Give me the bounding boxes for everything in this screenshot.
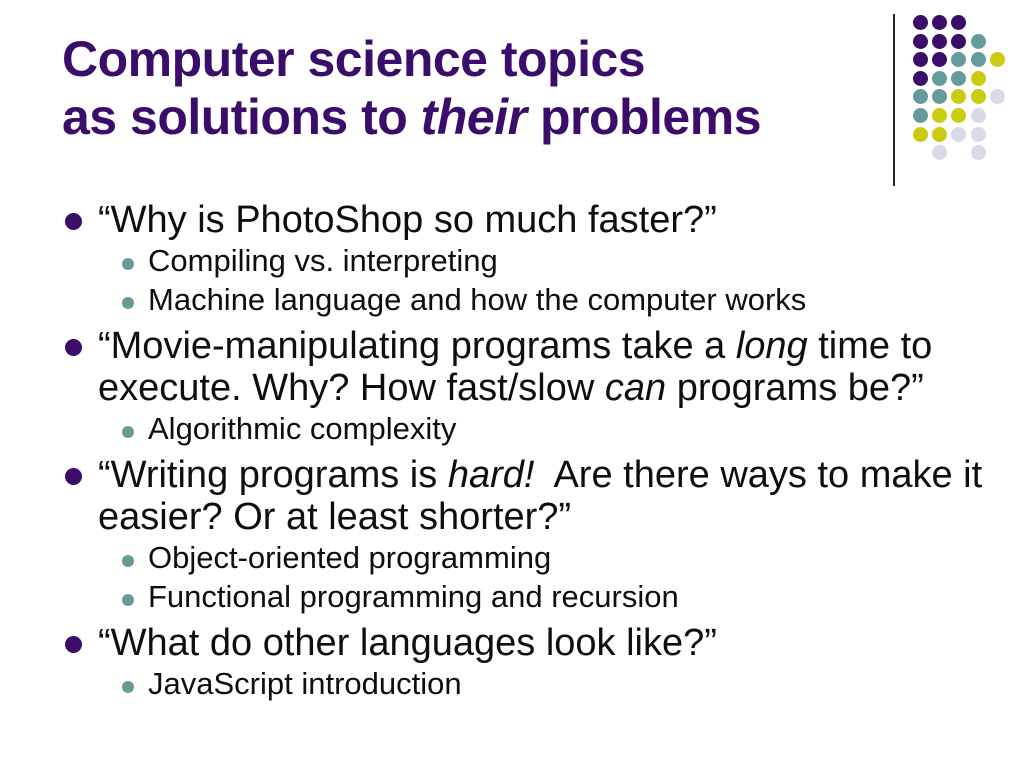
bullet-text: programs be?” bbox=[666, 367, 924, 409]
bullet-item bbox=[62, 578, 1012, 616]
decoration-dot bbox=[932, 52, 947, 67]
bullet-text: “What do other languages look like?” bbox=[98, 622, 717, 664]
bullet-text: Algorithmic complexity bbox=[148, 411, 457, 446]
bullet-line bbox=[148, 281, 1012, 319]
bullet-text-italic: hard! bbox=[447, 454, 535, 496]
bullet-item bbox=[62, 665, 1012, 703]
bullet-line bbox=[98, 622, 1012, 664]
decoration-dot bbox=[971, 127, 986, 142]
decoration-dot bbox=[932, 15, 947, 30]
bullet-line bbox=[148, 665, 1012, 703]
bullet-item bbox=[62, 454, 1012, 538]
decoration-dot bbox=[971, 108, 986, 123]
bullet-text: time to bbox=[807, 325, 933, 367]
bullet-line bbox=[148, 410, 1012, 448]
bullet-line bbox=[98, 454, 1012, 496]
bullet-line bbox=[98, 496, 1012, 538]
decoration-dot bbox=[951, 127, 966, 142]
bullet-icon bbox=[65, 636, 82, 653]
sub-bullet-icon bbox=[122, 555, 134, 567]
bullet-text: execute. Why? How fast/slow bbox=[98, 367, 605, 409]
decoration-dot bbox=[932, 145, 947, 160]
bullet-line bbox=[148, 539, 1012, 577]
decoration-dot bbox=[951, 71, 966, 86]
bullet-item bbox=[62, 622, 1012, 664]
decoration-dot bbox=[990, 52, 1005, 67]
bullet-line bbox=[98, 367, 1012, 409]
bullet-item bbox=[62, 325, 1012, 409]
decoration-dot bbox=[932, 89, 947, 104]
bullet-text: Are there ways to make it bbox=[534, 454, 983, 496]
title-line-1 bbox=[62, 30, 761, 88]
bullet-item bbox=[62, 410, 1012, 448]
bullet-text: Functional programming and recursion bbox=[148, 579, 679, 614]
bullet-text: “Writing programs is bbox=[98, 454, 448, 496]
decoration-dot bbox=[951, 89, 966, 104]
bullet-text-italic: long bbox=[735, 325, 808, 367]
sub-bullet-icon bbox=[122, 297, 134, 309]
bullet-item bbox=[62, 199, 1012, 241]
bullet-text: easier? Or at least shorter?” bbox=[98, 496, 572, 538]
bullet-item bbox=[62, 281, 1012, 319]
decoration-dot bbox=[971, 71, 986, 86]
title-text-italic: their bbox=[420, 89, 527, 145]
sub-bullet-icon bbox=[122, 258, 134, 270]
decoration-dot bbox=[913, 15, 928, 30]
bullet-icon bbox=[65, 339, 82, 356]
decoration-dot bbox=[971, 52, 986, 67]
bullet-list bbox=[62, 199, 1012, 703]
bullet-text: “Movie-manipulating programs take a bbox=[98, 325, 736, 367]
bullet-text: Machine language and how the computer works bbox=[148, 282, 807, 317]
title-text: Computer science topics bbox=[62, 31, 646, 87]
sub-bullet-icon bbox=[122, 681, 134, 693]
decoration-vertical-line bbox=[893, 14, 895, 186]
decoration-dot bbox=[913, 127, 928, 142]
decoration-dot bbox=[990, 89, 1005, 104]
decoration-dot bbox=[913, 52, 928, 67]
decoration-dot bbox=[932, 71, 947, 86]
bullet-line bbox=[148, 578, 1012, 616]
sub-bullet-icon bbox=[122, 594, 134, 606]
bullet-line bbox=[98, 199, 1012, 241]
bullet-text: Object-oriented programming bbox=[148, 540, 552, 575]
decoration-dot bbox=[913, 34, 928, 49]
bullet-text: Compiling vs. interpreting bbox=[148, 243, 498, 278]
decoration-dot bbox=[971, 34, 986, 49]
title-text: as solutions to bbox=[62, 89, 421, 145]
decoration-dot bbox=[913, 71, 928, 86]
sub-bullet-icon bbox=[122, 426, 134, 438]
slide-title bbox=[62, 30, 761, 146]
decoration-dot bbox=[932, 108, 947, 123]
title-text: problems bbox=[526, 89, 762, 145]
decoration-dot bbox=[951, 52, 966, 67]
decoration-dots bbox=[913, 15, 1013, 165]
decoration-dot bbox=[951, 108, 966, 123]
decoration-dot bbox=[913, 89, 928, 104]
bullet-line bbox=[148, 242, 1012, 280]
title-line-2 bbox=[62, 88, 761, 146]
bullet-item bbox=[62, 242, 1012, 280]
bullet-icon bbox=[65, 468, 82, 485]
decoration-dot bbox=[951, 15, 966, 30]
decoration-dot bbox=[971, 145, 986, 160]
decoration-dot bbox=[971, 89, 986, 104]
decoration-dot bbox=[913, 108, 928, 123]
decoration-dot bbox=[932, 34, 947, 49]
bullet-item bbox=[62, 539, 1012, 577]
bullet-text-italic: can bbox=[604, 367, 667, 409]
bullet-text: JavaScript introduction bbox=[148, 666, 462, 701]
decoration-dot bbox=[932, 127, 947, 142]
bullet-text: “Why is PhotoShop so much faster?” bbox=[98, 199, 717, 241]
bullet-icon bbox=[65, 213, 82, 230]
decoration-dot bbox=[951, 34, 966, 49]
bullet-line bbox=[98, 325, 1012, 367]
